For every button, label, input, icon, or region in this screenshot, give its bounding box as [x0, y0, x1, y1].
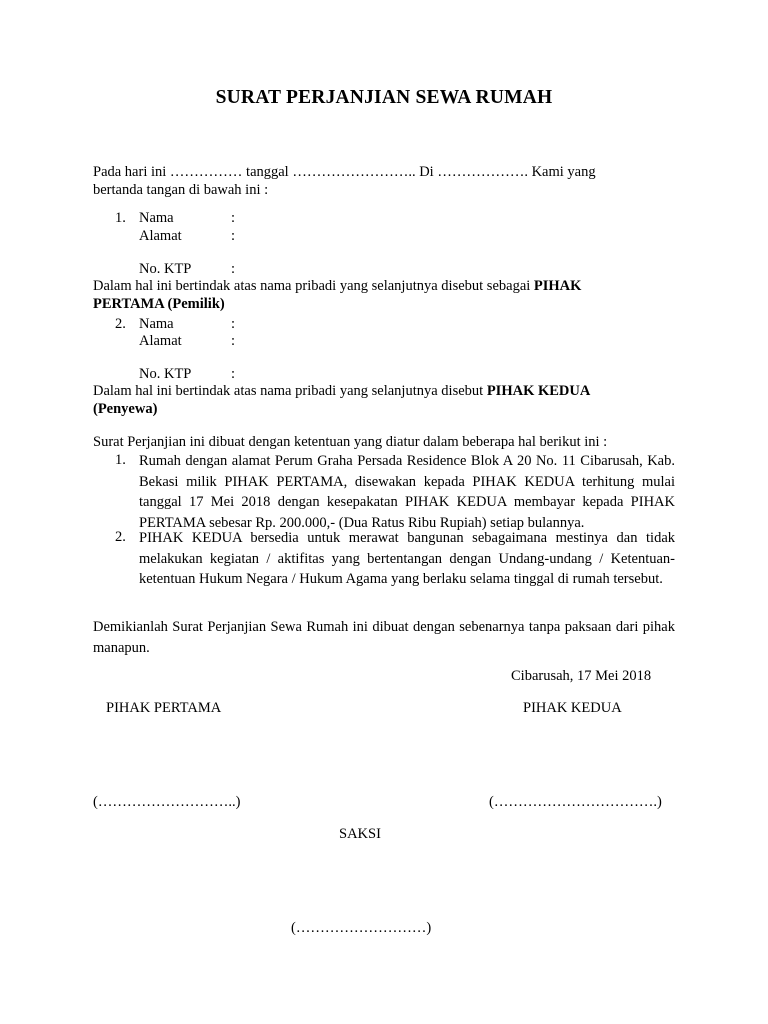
term-1-text: Rumah dengan alamat Perum Graha Persada Residence Blok A 20 No. 11 Cibarusah, Kab. Bekasi milik PIHAK PERTAMA, disewakan kepada PIHAK KEDUA terhitung mulai tanggal 17 Mei 2018 dengan kesepakatan PIHAK KEDUA membayar kepada PIHAK PERTAMA sebesar Rp. 200.000,- (Dua Ratus Ribu Rupiah) setiap bulannya.: [139, 453, 675, 531]
term-2-number: 2.: [115, 529, 126, 545]
opening-line-2: bertanda tangan di bawah ini :: [93, 182, 269, 198]
terms-intro: Surat Perjanjian ini dibuat dengan ketentuan yang diatur dalam beberapa hal berikut ini :: [93, 434, 608, 450]
party2-nama-label: Nama: [139, 316, 174, 332]
term-1-number: 1.: [115, 452, 126, 468]
second-party-signature-line: (…………………………….): [489, 794, 662, 810]
party1-ktp-colon: :: [231, 261, 236, 277]
party2-alamat-label: Alamat: [139, 333, 182, 349]
party1-description-text: Dalam hal ini bertindak atas nama pribadi yang selanjutnya disebut sebagai: [93, 278, 534, 294]
party2-role-bold-1: PIHAK KEDUA: [486, 383, 591, 399]
party1-role-bold-2: PERTAMA (Pemilik): [93, 296, 225, 312]
party2-description-text: Dalam hal ini bertindak atas nama pribadi yang selanjutnya disebut: [93, 383, 487, 399]
party1-nama-label: Nama: [139, 210, 174, 226]
closing-paragraph: Demikianlah Surat Perjanjian Sewa Rumah ini dibuat dengan sebenarnya tanpa paksaan dari pihak manapun.: [93, 619, 675, 656]
first-party-signature-line: (………………………..): [93, 794, 241, 810]
party1-description: [93, 277, 675, 295]
party2-alamat-colon: :: [231, 333, 236, 349]
party2-ktp-colon: :: [231, 366, 236, 382]
witness-signature-line: (………………………): [291, 920, 432, 936]
opening-line-1: Pada hari ini …………… tanggal …………………….. Di ………………. Kami yang: [93, 164, 596, 180]
second-party-label: PIHAK KEDUA: [523, 700, 622, 716]
party1-alamat-colon: :: [231, 228, 236, 244]
term-2-text: PIHAK KEDUA bersedia untuk merawat bangunan sebagaimana mestinya dan tidak melakukan kegiatan / aktifitas yang bertentangan dengan Undang-undang / Ketentuan-ketentuan Hukum Negara / Hukum Agama yang berlaku selama tinggal di rumah tersebut.: [139, 530, 675, 587]
first-party-label: PIHAK PERTAMA: [106, 700, 222, 716]
party1-number: 1.: [115, 210, 126, 226]
party1-ktp-label: No. KTP: [139, 261, 192, 277]
witness-label: SAKSI: [339, 826, 381, 842]
party2-number: 2.: [115, 316, 126, 332]
party1-alamat-label: Alamat: [139, 228, 182, 244]
party1-nama-colon: :: [231, 210, 236, 226]
document-title: SURAT PERJANJIAN SEWA RUMAH: [215, 87, 553, 108]
party2-nama-colon: :: [231, 316, 236, 332]
party2-description: [93, 382, 675, 400]
party2-ktp-label: No. KTP: [139, 366, 192, 382]
place-date: Cibarusah, 17 Mei 2018: [511, 668, 652, 684]
party1-role-bold-1: PIHAK: [533, 278, 582, 294]
party2-role-bold-2: (Penyewa): [93, 401, 158, 417]
